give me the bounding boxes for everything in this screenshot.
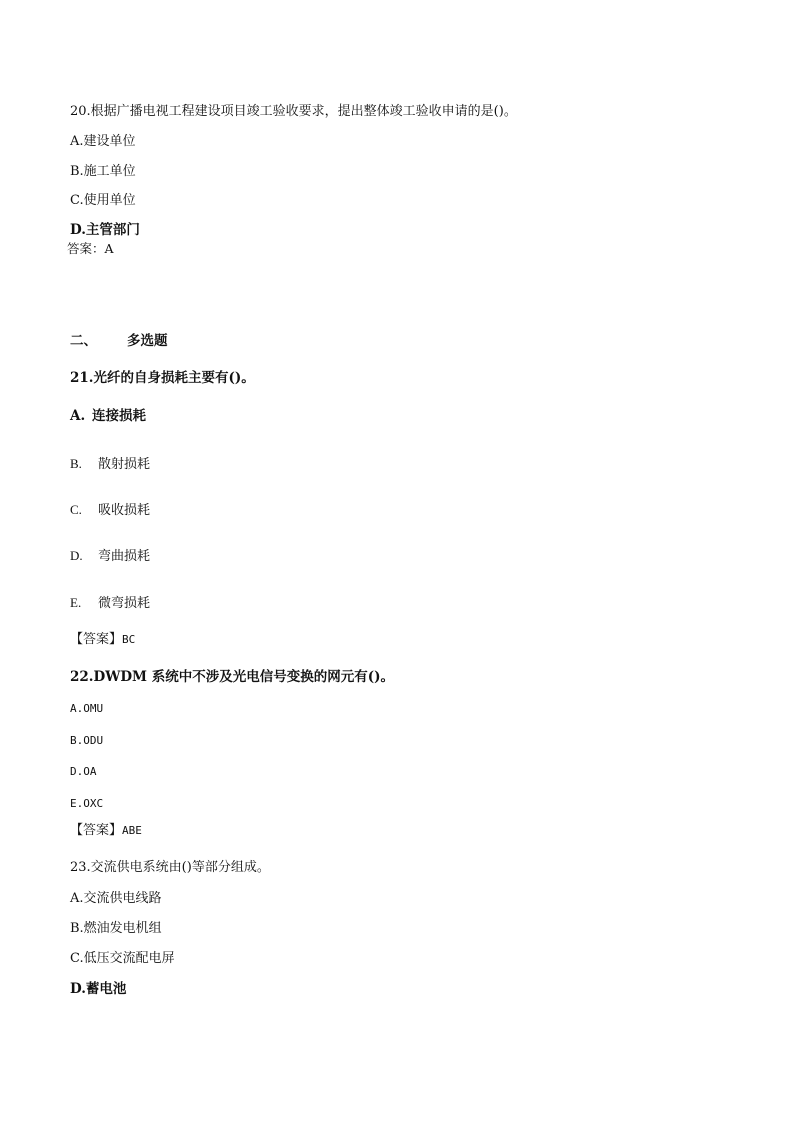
option-letter: E. (70, 595, 82, 610)
answer-label: 【答案】 (70, 823, 123, 838)
question-22-option-b: B.ODU (70, 734, 104, 747)
question-21-option-a (70, 408, 146, 424)
section-title: 多选题 (127, 333, 168, 349)
option-text: 散射损耗 (98, 457, 151, 472)
question-22-option-d: D.OA (70, 765, 97, 778)
question-23-option-b: B.燃油发电机组 (70, 921, 162, 936)
question-20-option-d: D.主管部门 (70, 222, 140, 238)
question-23-option-c: C.低压交流配电屏 (70, 951, 175, 966)
option-letter: C. (70, 502, 82, 517)
question-21-stem: 21.光纤的自身损耗主要有()。 (70, 370, 255, 386)
question-23-stem: 23.交流供电系统由()等部分组成。 (70, 860, 270, 875)
question-21-option-e (70, 595, 150, 612)
answer-label: 【答案】 (70, 632, 123, 647)
option-letter: B. (70, 456, 82, 471)
question-21-option-b (70, 456, 150, 473)
question-21-option-c (70, 502, 150, 519)
option-text: 弯曲损耗 (98, 549, 151, 564)
question-21-option-d (70, 548, 150, 565)
option-text: 连接损耗 (92, 408, 146, 424)
question-22-answer (70, 823, 142, 839)
question-23-option-a: A.交流供电线路 (70, 891, 162, 906)
question-22-option-a: A.OMU (70, 702, 104, 715)
section-number: 二、 (70, 333, 97, 349)
question-22-stem: 22.DWDM 系统中不涉及光电信号变换的网元有()。 (70, 669, 394, 685)
answer-value: ABE (122, 824, 142, 837)
option-letter: D. (70, 548, 83, 563)
question-20-option-a: A.建设单位 (70, 134, 136, 149)
answer-value: BC (122, 633, 136, 646)
question-22-option-e: E.OXC (70, 797, 104, 810)
question-20-option-b: B.施工单位 (70, 164, 136, 179)
question-21-answer (70, 632, 135, 648)
question-20-option-c: C.使用单位 (70, 193, 136, 208)
question-20-stem: 20.根据广播电视工程建设项目竣工验收要求，提出整体竣工验收申请的是()。 (70, 104, 517, 119)
question-23-option-d: D.蓄电池 (70, 981, 127, 997)
section-heading (70, 333, 168, 349)
option-letter: A. (70, 408, 86, 424)
option-text: 微弯损耗 (98, 596, 151, 611)
option-text: 吸收损耗 (98, 503, 151, 518)
question-20-answer: 答案：A (67, 241, 114, 256)
